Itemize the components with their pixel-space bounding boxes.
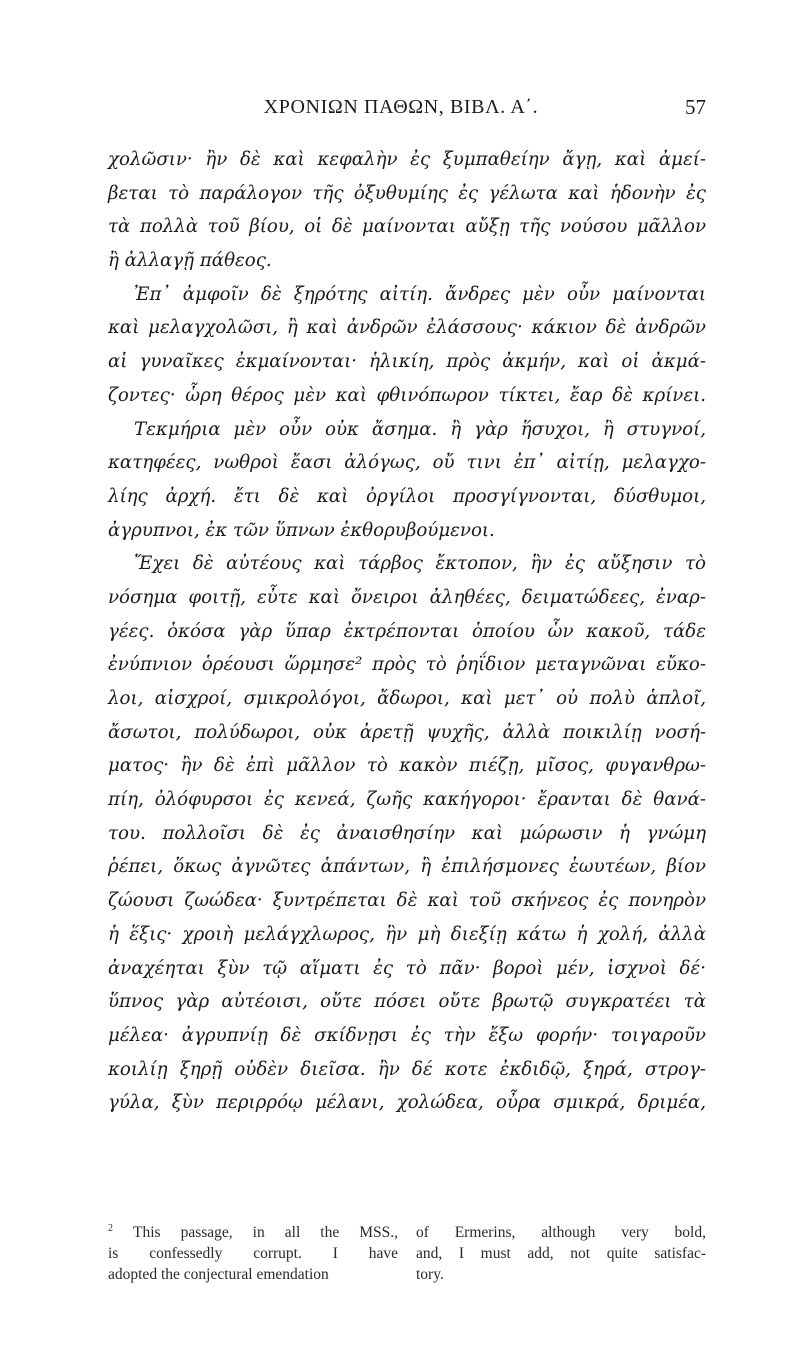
footnote-column-left — [108, 1222, 398, 1285]
text-line: πίη, ὀλόφυρσοι ἐς κενεά, ζωῆς κακήγοροι· ἔρανται δὲ θανά- — [108, 789, 706, 811]
text-line: λίης ἀρχή. ἔτι δὲ καὶ ὀργίλοι προσγίγνονται, δύσθυμοι, — [108, 485, 706, 507]
footnote-line: is confessedly corrupt. I have — [108, 1245, 398, 1262]
text-line: χολῶσιν· ἢν δὲ καὶ κεφαλὴν ἐς ξυμπαθείην ἄγῃ, καὶ ἀμεί- — [108, 149, 706, 170]
text-line: αἱ γυναῖκες ἐκμαίνονται· ἡλικίη, πρὸς ἀκμήν, καὶ οἱ ἀκμά- — [108, 351, 706, 373]
footnote-line: adopted the conjectural emendation — [108, 1266, 329, 1283]
text-line: καὶ μελαγχολῶσι, ἢ καὶ ἀνδρῶν ἐλάσσους· κάκιον δὲ ἀνδρῶν — [108, 317, 706, 339]
footnote-line: of Ermerins, although very bold, — [416, 1224, 706, 1241]
footnote-column-right — [416, 1222, 706, 1285]
text-line: ἀγρυπνοι, ἐκ τῶν ὕπνων ἐκθορυβούμενοι. — [108, 519, 495, 541]
footnote — [108, 1222, 706, 1285]
text-line: Τεκμήρια μὲν οὖν οὐκ ἄσημα. ἢ γὰρ ἥσυχοι, ἢ στυγνοί, — [134, 418, 706, 440]
text-line: ἀναχέηται ξὺν τῷ αἵματι ἐς τὸ πᾶν· βοροὶ μέν, ἰσχνοὶ δέ· — [108, 957, 706, 979]
text-line: ἄσωτοι, πολύδωροι, οὐκ ἀρετῇ ψυχῆς, ἀλλὰ ποικιλίῃ νοσή- — [108, 721, 706, 743]
greek-body-text — [108, 143, 706, 1120]
running-title: ΧΡΟΝΙΩΝ ΠΑΘΩΝ, ΒΙΒΛ. Α΄. — [263, 96, 539, 118]
text-line: ἐνύπνιον ὁρέουσι ὥρμησε² πρὸς τὸ ῥηΐδιον μεταγνῶναι εὔκο- — [108, 654, 706, 676]
text-line: νόσημα φοιτῇ, εὖτε καὶ ὄνειροι ἀληθέες, δειματώδεες, ἐναρ- — [108, 586, 706, 608]
text-line: ῥέπει, ὅκως ἀγνῶτες ἁπάντων, ἢ ἐπιλήσμονες ἑωυτέων, βίον — [108, 856, 706, 878]
text-line: τὰ πολλὰ τοῦ βίου, οἱ δὲ μαίνονται αὔξῃ τῆς νούσου μᾶλλον — [108, 216, 706, 238]
text-line: βεται τὸ παράλογον τῆς ὀξυθυμίης ἐς γέλωτα καὶ ἡδονὴν ἐς — [108, 182, 706, 204]
footnote-line: and, I must add, not quite satisfac- — [416, 1245, 706, 1262]
text-line: γύλα, ξὺν περιρρόῳ μέλανι, χολώδεα, οὖρα σμικρά, δριμέα, — [108, 1092, 706, 1114]
text-line: ζώουσι ζωώδεα· ξυντρέπεται δὲ καὶ τοῦ σκήνεος ἐς πονηρὸν — [108, 890, 706, 912]
page-number: 57 — [685, 95, 706, 119]
text-line: κοιλίῃ ξηρῇ οὐδὲν διεῖσα. ἢν δέ κοτε ἐκδιδῷ, ξηρά, στρογ- — [108, 1058, 706, 1080]
text-line: λοι, αἰσχροί, σμικρολόγοι, ἄδωροι, καὶ μετ᾿ οὐ πολὺ ἁπλοῖ, — [108, 688, 706, 709]
text-line: ἡ ἕξις· χροιὴ μελάγχλωρος, ἣν μὴ διεξίῃ κάτω ἡ χολή, ἀλλὰ — [108, 923, 706, 945]
text-line: γέες. ὁκόσα γὰρ ὕπαρ ἐκτρέπονται ὁποίου ὧν κακοῦ, τάδε — [108, 620, 706, 642]
text-line: ζοντες· ὧρη θέρος μὲν καὶ φθινόπωρον τίκτει, ἔαρ δὲ κρίνει. — [108, 384, 706, 406]
text-line: Ἐπ᾿ ἀμφοῖν δὲ ξηρότης αἰτίη. ἄνδρες μὲν οὖν μαίνονται — [134, 283, 706, 305]
footnote-line: tory. — [416, 1266, 444, 1283]
running-head — [96, 92, 706, 122]
text-line: ματος· ἢν δὲ ἐπὶ μᾶλλον τὸ κακὸν πιέζῃ, μῖσος, φυγανθρω- — [108, 755, 706, 777]
text-line: ἢ ἀλλαγῇ πάθεος. — [108, 250, 272, 272]
text-line: του. πολλοῖσι δὲ ἐς ἀναισθησίην καὶ μώρωσιν ἡ γνώμη — [108, 822, 706, 844]
text-line: Ἔχει δὲ αὐτέους καὶ τάρβος ἔκτοπον, ἣν ἐς αὔξησιν τὸ — [134, 553, 706, 575]
text-line: μέλεα· ἀγρυπνίῃ δὲ σκίδνῃσι ἐς τὴν ἔξω φορήν· τοιγαροῦν — [108, 1024, 706, 1046]
footnote-number: 2 — [108, 1222, 113, 1234]
text-line: κατηφέες, νωθροὶ ἔασι ἀλόγως, οὔ τινι ἐπ᾿ αἰτίῃ, μελαγχο- — [108, 452, 706, 474]
text-line: ὕπνος γὰρ αὐτέοισι, οὔτε πόσει οὔτε βρωτῷ συγκρατέει τὰ — [108, 991, 706, 1013]
footnote-line: $^2$ This passage, in all the MSS., — [108, 1222, 398, 1241]
